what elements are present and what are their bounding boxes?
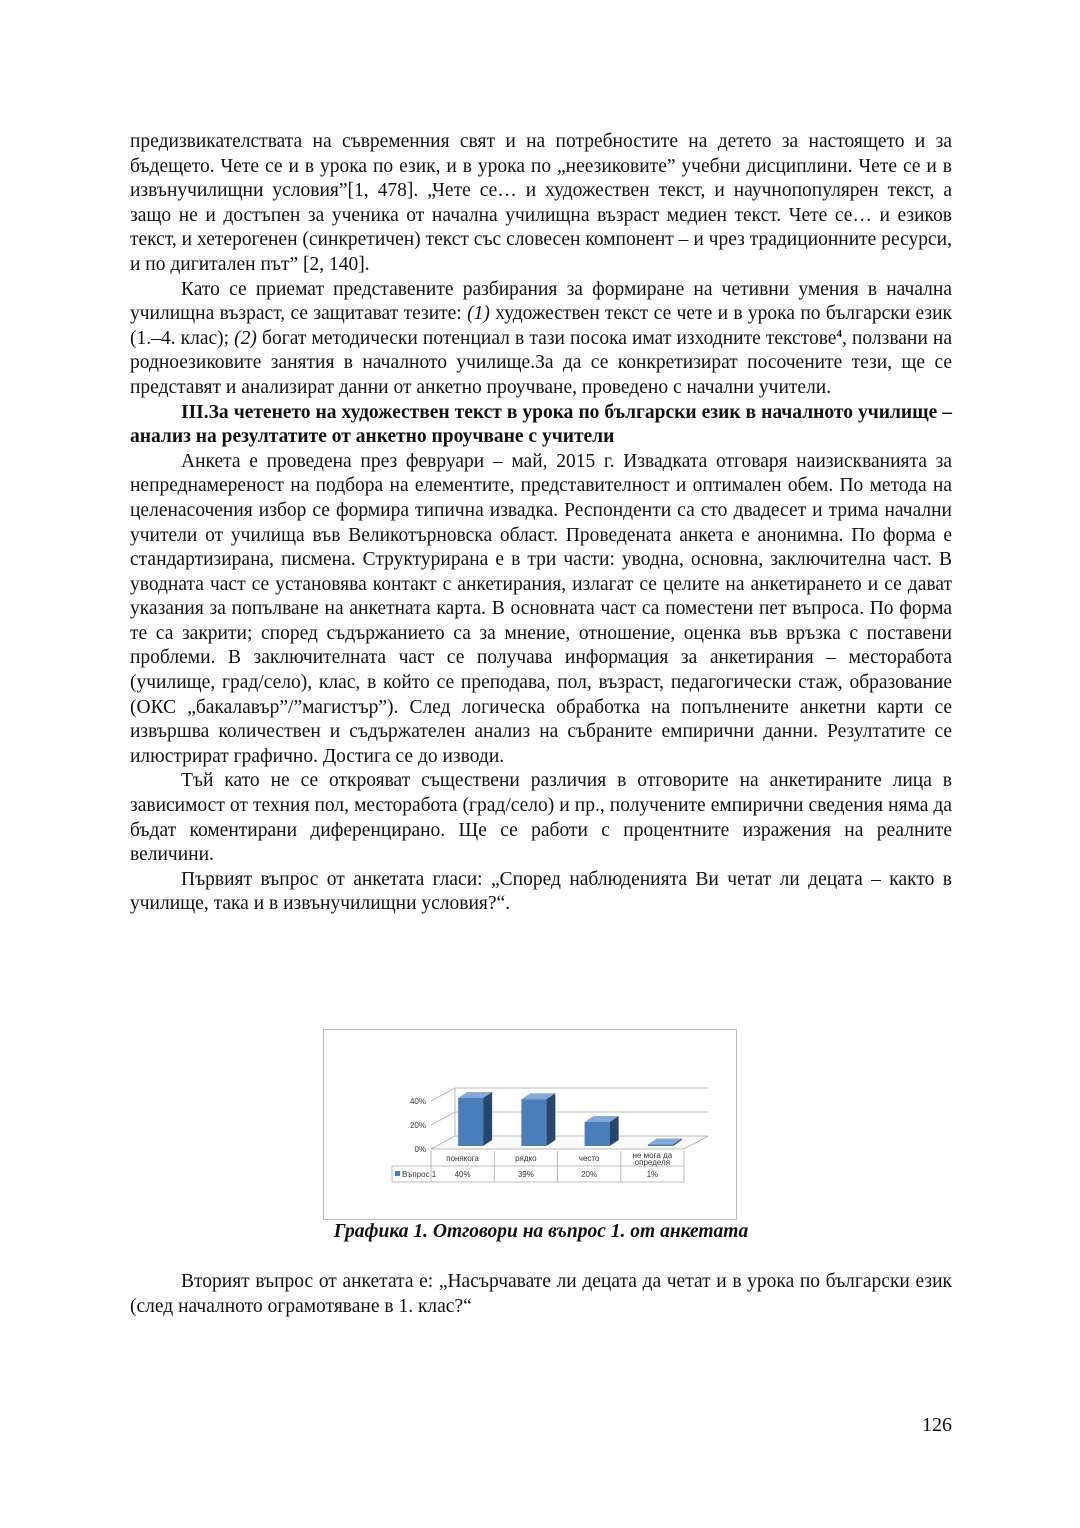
bar-side [483,1092,492,1146]
x-category-label: определя [634,1158,671,1167]
legend-swatch [395,1171,400,1176]
bar [648,1145,673,1147]
paragraph-3: Анкета е проведена през февруари – май, 2015 г. Извадката отговаря наизискванията за непреднамереност на подбора на елементите, представителност и оптимален обем. По метода на целенасочения избор се формира типична извадка. Респонденти са сто двадесет и трима начални учители от училища във Великотърновска област. Проведената анкета е анонимна. По форма е стандартизирана, писмена. Структурирана е в три части: уводна, основна, заключителна част. В уводната част се установява контакт с анкетирания, излагат се целите на анкетирането и се дават указания за попълване на анкетната карта. В основната част са поместени пет въпроса. По форма те са закрити; според съдържанието са за мнение, отношение, оценка във връзка с поставени проблеми. В заключителната част се получава информация за анкетирания – месторабота (училище, град/село), клас, в който се преподава, пол, възраст, педагогически стаж, образование (ОКС „бакалавър”/”магистър”). След логическа обработка на попълнените анкетни карти се извършва количествен и съдържателен анализ на събраните емпирични данни. Резултатите се илюстрират графично. Достига се до изводи. [130,450,952,767]
paragraph-6: Вторият въпрос от анкетата е: „Насърчавате ли децата да четат и в урока по български език (след началното ограмотяване в 1. клас?“ [130,1271,952,1317]
bar-side [546,1093,555,1146]
data-label: 39% [517,1170,534,1179]
paragraph-2-part-a: Като се приемат представените разбирания за формиране на четивни умения в начална училищна възраст, се защитават тезите: [130,278,952,325]
y-tick-label: 0% [414,1145,426,1154]
paragraph-5: Първият въпрос от анкетата гласи: „Според наблюденията Ви четат ли децата – както в училище, така и в извънучилищни условия?“. [130,868,952,915]
x-category-label: не мога да [632,1151,673,1160]
paragraph-1: предизвикателствата на съвременния свят и на потребностите на детето за настоящето и за бъдещето. Чете се и в урока по език, и в урока по „неезиковите” учебни дисциплини. Чете се и в извънучилищни условия”[1, 478]. „Чете се… и художествен текст, и научнопопулярен текст, а защо не и достъпен за ученика от начална училищна възраст медиен текст. Чете се… и езиков текст, и хетерогенен (синкретичен) текст със словесен компонент – и чрез традиционните ресурси, и по дигитален път” [2, 140]. [130,131,952,275]
section-heading: ІІІ.За четенето на художествен текст в урока по български език в началното училище – анализ на резултатите от анкетно проучване с учители [130,401,952,448]
footnote-ref[interactable]: 4 [836,327,842,340]
paragraph-4: Тъй като не се открояват съществени различия в отговорите на анкетираните лица в зависимост от техния пол, месторабота (град/село) и пр., получените емпирични сведения няма да бъдат коментирани диференцирано. Ще се работи с процентните изражения на реалните величини. [130,770,952,866]
paragraph-2 [130,278,952,401]
thesis-2-marker: (2) [234,327,257,349]
legend-label: Въпрос 1 [402,1170,437,1179]
paragraph-2-part-d: , ползвани на родноезиковите занятия в началното училище.За да се конкретизират посочените тези, ще се представят и анализират данни от анкетно проучване, проведено с начални учители. [130,327,953,398]
body-text [130,130,952,917]
x-category-label: понякога [446,1154,480,1163]
paragraph-2-part-b: художествен текст се чете и в урока по български език (1.–4. клас); [130,303,952,349]
y-tick-label: 40% [409,1097,426,1106]
data-label: 20% [581,1170,598,1179]
bar [585,1122,610,1146]
bar-chart [323,1029,737,1220]
page-number: 126 [922,1414,952,1436]
body-text-2 [130,1270,952,1319]
data-label: 40% [454,1170,471,1179]
bar [521,1099,546,1146]
chart-canvas [324,1030,736,1219]
x-category-label: рядко [515,1154,537,1163]
y-tick-label: 20% [409,1121,426,1130]
figure-caption: Графика 1. Отговори на въпрос 1. от анкетата [333,1221,749,1242]
paragraph-2-part-c: богат методически потенциал в тази посока имат изходните текстове [256,327,837,349]
thesis-1-marker: (1) [467,303,490,325]
bar [458,1098,483,1146]
data-label: 1% [646,1170,659,1179]
x-category-label: често [578,1154,600,1163]
